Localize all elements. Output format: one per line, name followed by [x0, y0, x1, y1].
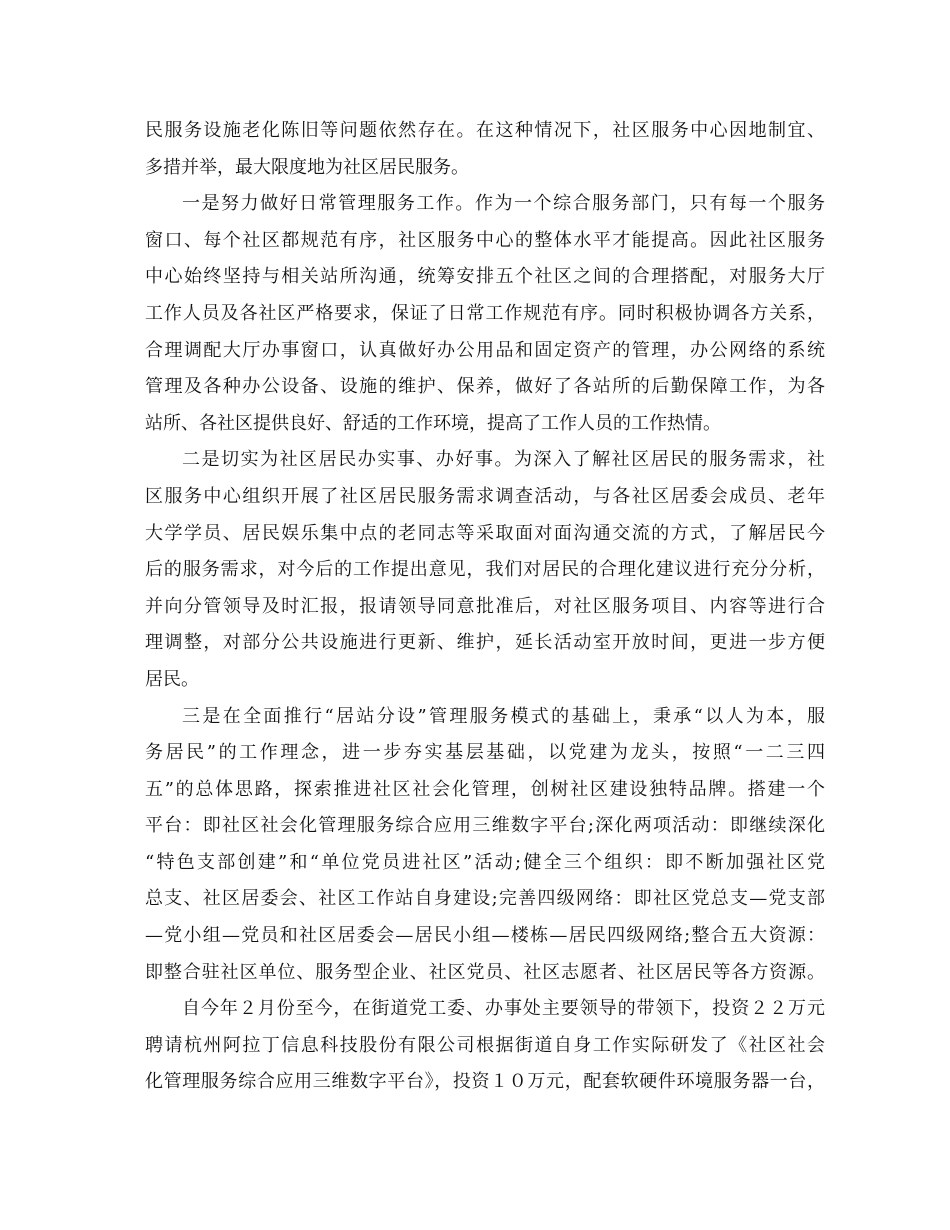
paragraph-first-line: 一是努力做好日常管理服务工作。作为一个综合服务部门，只有每一个服务	[182, 193, 825, 215]
text-line: “特色支部创建”和“单位党员进社区”活动;健全三个组织：即不断加强社区党	[145, 851, 825, 873]
text-line: 站所、各社区提供良好、舒适的工作环境，提高了工作人员的工作热情。	[145, 412, 721, 434]
text-line: 理调整，对部分公共设施进行更新、维护，延长活动室开放时间，更进一步方便	[145, 632, 825, 654]
text-line: 管理及各种办公设备、设施的维护、保养，做好了各站所的后勤保障工作，为各	[145, 376, 825, 398]
text-line: 大学学员、居民娱乐集中点的老同志等采取面对面沟通交流的方式，了解居民今	[145, 522, 825, 544]
text-line: 工作人员及各社区严格要求，保证了日常工作规范有序。同时积极协调各方关系，	[145, 302, 825, 324]
text-line: 即整合驻社区单位、服务型企业、社区党员、社区志愿者、社区居民等各方资源。	[145, 961, 825, 983]
text-line: 窗口、每个社区都规范有序，社区服务中心的整体水平才能提高。因此社区服务	[145, 229, 825, 251]
text-line: 并向分管领导及时汇报，报请领导同意批准后，对社区服务项目、内容等进行合	[145, 595, 825, 617]
text-line: 化管理服务综合应用三维数字平台》，投资１０万元，配套软硬件环境服务器一台，	[145, 1071, 825, 1093]
text-line: 后的服务需求，对今后的工作提出意见，我们对居民的合理化建议进行充分分析，	[145, 559, 825, 581]
text-line: 中心始终坚持与相关站所沟通，统筹安排五个社区之间的合理搭配，对服务大厅	[145, 266, 825, 288]
text-line: 居民。	[145, 668, 199, 690]
paragraph-first-line: 三是在全面推行“居站分设”管理服务模式的基础上，秉承“以人为本，服	[182, 705, 825, 727]
text-line: 合理调配大厅办事窗口，认真做好办公用品和固定资产的管理，办公网络的系统	[145, 339, 825, 361]
paragraph-first-line: 二是切实为社区居民办实事、办好事。为深入了解社区居民的服务需求，社	[182, 449, 825, 471]
text-line: —党小组—党员和社区居委会—居民小组—楼栋—居民四级网络;整合五大资源：	[145, 925, 825, 947]
document-body	[145, 113, 825, 1101]
paragraph-first-line: 自今年２月份至今，在街道党工委、办事处主要领导的带领下，投资２２万元	[182, 998, 825, 1020]
text-line: 平台：即社区社会化管理服务综合应用三维数字平台;深化两项活动：即继续深化	[145, 815, 825, 837]
text-line: 聘请杭州阿拉丁信息科技股份有限公司根据街道自身工作实际研发了《社区社会	[145, 1034, 825, 1056]
text-line: 总支、社区居委会、社区工作站自身建设;完善四级网络：即社区党总支—党支部	[145, 888, 825, 910]
text-line: 多措并举，最大限度地为社区居民服务。	[145, 156, 469, 178]
text-line: 民服务设施老化陈旧等问题依然存在。在这种情况下，社区服务中心因地制宜、	[145, 120, 825, 141]
text-line: 区服务中心组织开展了社区居民服务需求调查活动，与各社区居委会成员、老年	[145, 485, 825, 507]
text-line: 五”的总体思路，探索推进社区社会化管理，创树社区建设独特品牌。搭建一个	[145, 778, 825, 800]
text-line: 务居民”的工作理念，进一步夯实基层基础，以党建为龙头，按照“一二三四	[145, 742, 825, 764]
